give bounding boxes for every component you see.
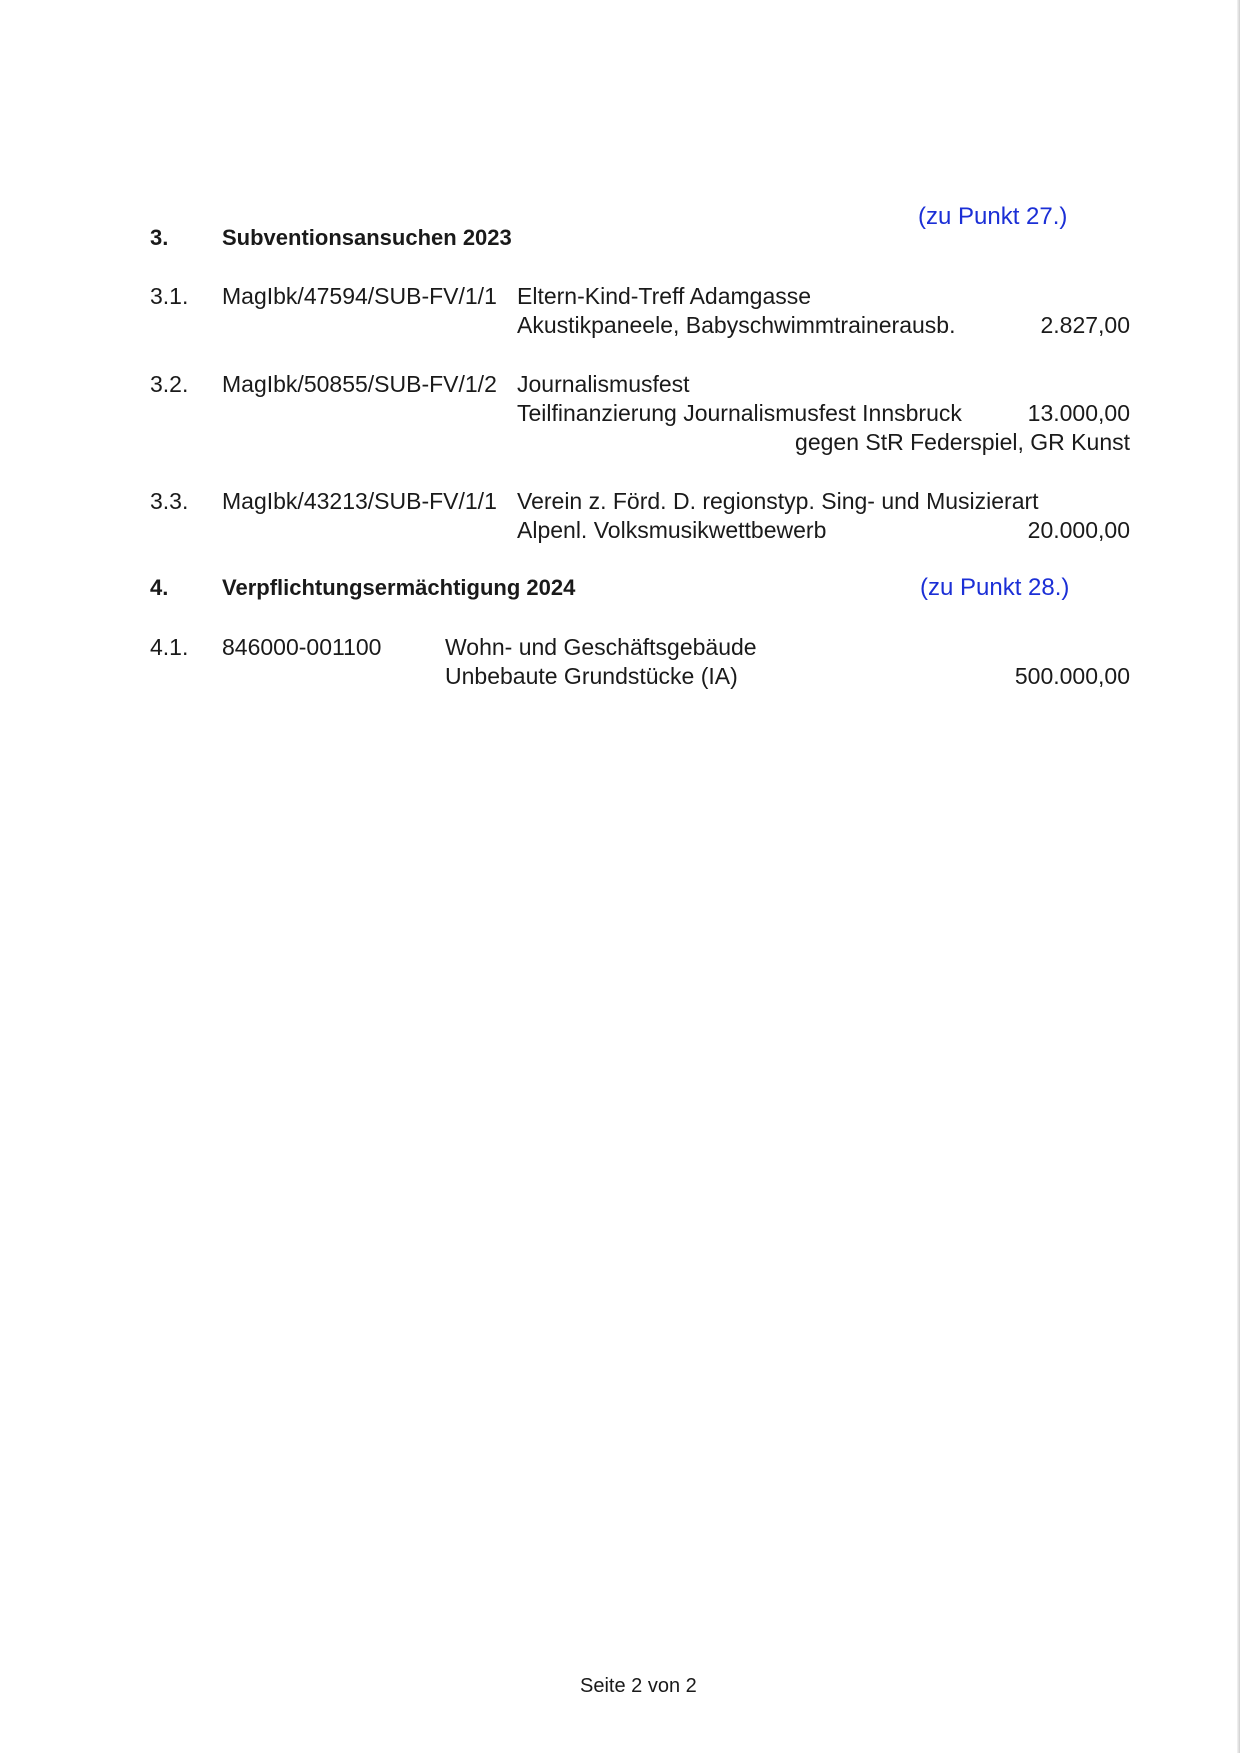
section-4-reference: (zu Punkt 28.) — [920, 574, 1070, 601]
item-3-2-description: Teilfinanzierung Journalismusfest Innsbruck — [517, 400, 962, 426]
item-3-1-amount: 2.827,00 — [1040, 312, 1130, 338]
item-4-1-name: Wohn- und Geschäftsgebäude — [445, 634, 757, 660]
item-3-1-description: Akustikpaneele, Babyschwimmtrainerausb. — [517, 312, 956, 338]
item-3-2-name: Journalismusfest — [517, 371, 690, 397]
item-3-2-number: 3.2. — [150, 371, 189, 397]
item-3-1-code: MagIbk/47594/SUB-FV/1/1 — [222, 283, 497, 309]
item-3-2-amount: 13.000,00 — [1027, 400, 1130, 426]
section-3-title: Subventionsansuchen 2023 — [222, 225, 512, 250]
item-3-2-code: MagIbk/50855/SUB-FV/1/2 — [222, 371, 497, 397]
item-3-1-name: Eltern-Kind-Treff Adamgasse — [517, 283, 812, 309]
item-4-1-code: 846000-001100 — [222, 634, 382, 660]
section-4-number: 4. — [150, 575, 169, 600]
item-4-1-number: 4.1. — [150, 634, 189, 660]
item-4-1-description: Unbebaute Grundstücke (IA) — [445, 663, 738, 689]
item-3-3-amount: 20.000,00 — [1027, 517, 1130, 543]
item-4-1-amount: 500.000,00 — [1014, 663, 1130, 689]
page-number: Seite 2 von 2 — [580, 1675, 697, 1697]
section-3-number: 3. — [150, 225, 169, 250]
item-3-3-name: Verein z. Förd. D. regionstyp. Sing- und Musizierart — [517, 488, 1039, 514]
item-3-2-note: gegen StR Federspiel, GR Kunst — [795, 429, 1130, 455]
item-3-1-number: 3.1. — [150, 283, 189, 309]
item-3-3-number: 3.3. — [150, 488, 189, 514]
item-3-3-code: MagIbk/43213/SUB-FV/1/1 — [222, 488, 497, 514]
section-4-title: Verpflichtungsermächtigung 2024 — [222, 575, 576, 600]
item-3-3-description: Alpenl. Volksmusikwettbewerb — [517, 517, 827, 543]
section-3-reference: (zu Punkt 27.) — [918, 203, 1068, 230]
